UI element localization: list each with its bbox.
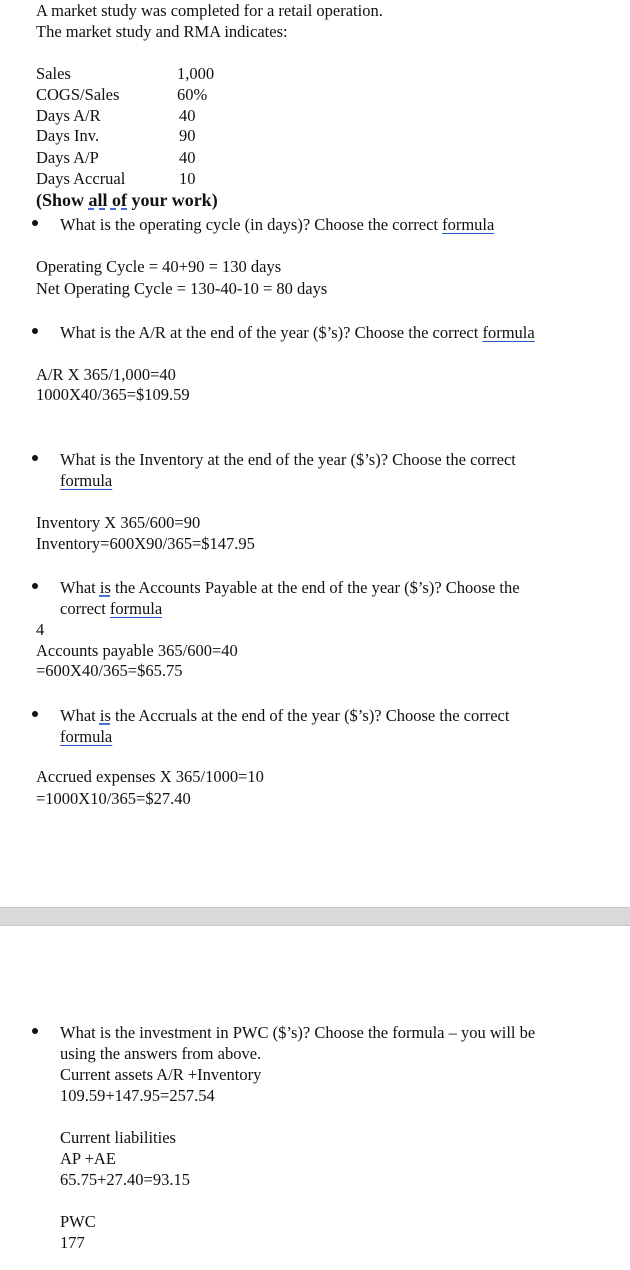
bullet-icon — [32, 1028, 38, 1034]
answer-net-operating-cycle: Net Operating Cycle = 130-40-10 = 80 days — [36, 279, 328, 298]
input-label-sales: Sales — [36, 64, 71, 83]
answer-ar-line-2: 1000X40/365=$109.59 — [36, 385, 190, 404]
question-inventory: What is the Inventory at the end of the year ($’s)? Choose the correct formula — [60, 450, 516, 490]
input-value-days-accrual: 10 — [179, 169, 196, 188]
formula-link[interactable]: formula — [60, 727, 113, 746]
answer-accruals-line-1: Accrued expenses X 365/1000=10 — [36, 767, 264, 786]
question-ar: What is the A/R at the end of the year ($’s)? Choose the correct formula — [60, 323, 535, 342]
answer-operating-cycle: Operating Cycle = 40+90 = 130 days — [36, 257, 282, 276]
show-work-heading: (Show all of your work) — [36, 190, 218, 210]
input-label-days-ap: Days A/P — [36, 148, 99, 167]
stray-number: 4 — [36, 620, 45, 639]
formula-link[interactable]: formula — [109, 599, 163, 618]
bullet-icon — [32, 220, 38, 226]
question-pwc: What is the investment in PWC ($’s)? Choose the formula – you will be using the answers from above. Current assets A/R +Inventory 109.59+147.95=257.54 Current liabilities AP +AE 65.75+27.40=93.15 PWC 177 — [60, 1023, 536, 1252]
answer-inventory-line-2: Inventory=600X90/365=$147.95 — [36, 534, 255, 553]
answer-ap-line-2: =600X40/365=$65.75 — [36, 661, 183, 680]
question-operating-cycle: What is the operating cycle (in days)? Choose the correct formula — [60, 215, 495, 234]
bullet-icon — [32, 583, 38, 589]
input-label-days-accrual: Days Accrual — [36, 169, 126, 188]
input-value-days-inv: 90 — [179, 126, 196, 145]
intro-line-1: A market study was completed for a retail operation. — [36, 1, 383, 20]
input-label-days-inv: Days Inv. — [36, 126, 100, 145]
question-accounts-payable: What is the Accounts Payable at the end of the year ($’s)? Choose the correct formula — [60, 578, 520, 618]
formula-link[interactable]: formula — [442, 215, 495, 234]
input-value-days-ap: 40 — [179, 148, 196, 167]
bullet-icon — [32, 711, 38, 717]
formula-link[interactable]: formula — [60, 471, 113, 490]
input-value-cogs: 60% — [177, 85, 208, 104]
bullet-icon — [32, 455, 38, 461]
input-label-days-ar: Days A/R — [36, 106, 101, 125]
input-label-cogs: COGS/Sales — [36, 85, 120, 104]
intro-line-2: The market study and RMA indicates: — [36, 22, 288, 41]
page-break-divider — [0, 907, 630, 926]
input-value-days-ar: 40 — [179, 106, 196, 125]
answer-inventory-line-1: Inventory X 365/600=90 — [36, 513, 201, 532]
bullet-icon — [32, 328, 38, 334]
formula-link[interactable]: formula — [482, 323, 535, 342]
question-accruals: What is the Accruals at the end of the year ($’s)? Choose the correct formula — [60, 706, 510, 746]
answer-ap-line-1: Accounts payable 365/600=40 — [36, 641, 238, 660]
answer-ar-line-1: A/R X 365/1,000=40 — [36, 365, 176, 384]
input-value-sales: 1,000 — [177, 64, 215, 83]
answer-accruals-line-2: =1000X10/365=$27.40 — [36, 789, 191, 808]
